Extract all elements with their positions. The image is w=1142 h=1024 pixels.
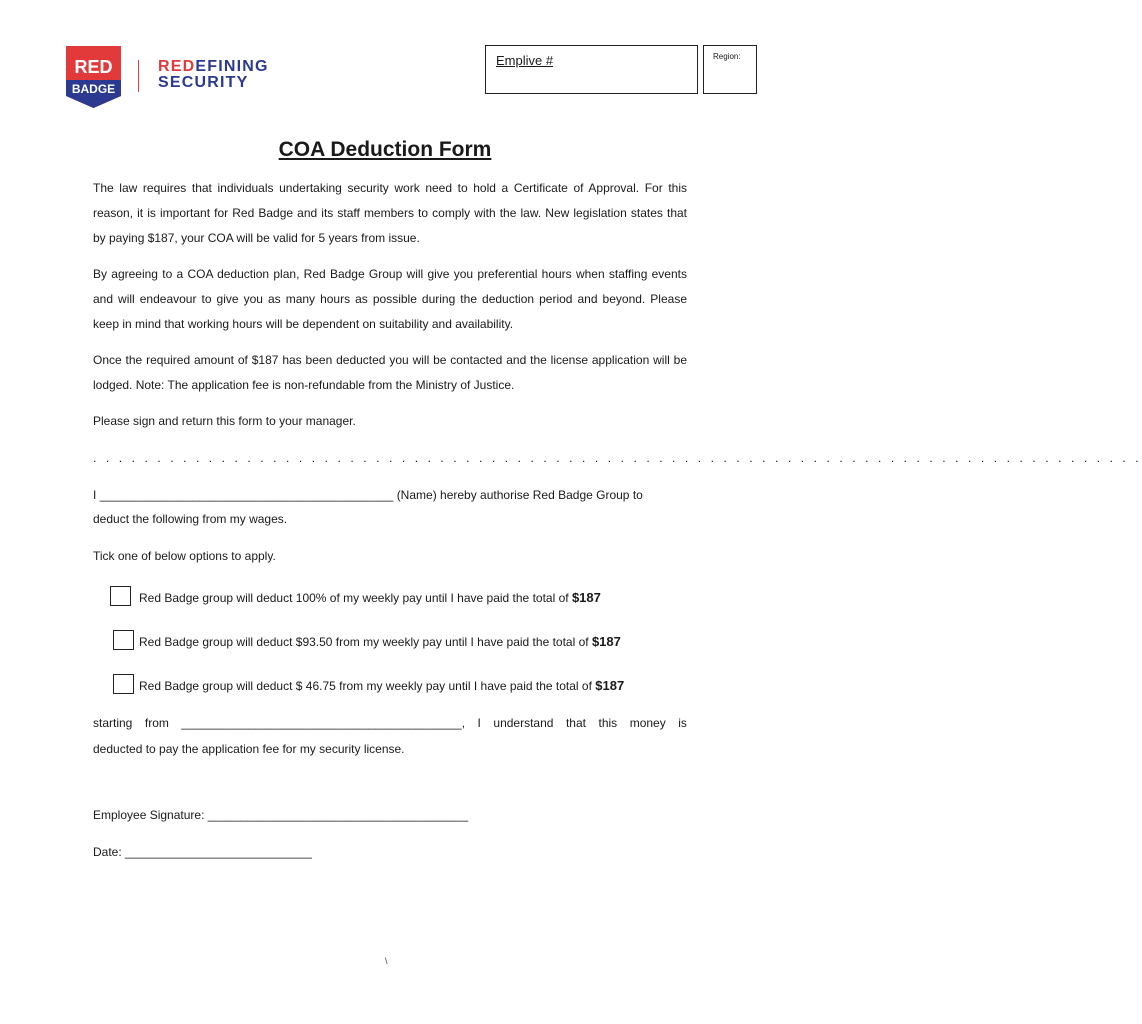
emplive-label: Emplive #	[496, 53, 554, 68]
starting-line	[93, 716, 687, 730]
option-93-50-checkbox[interactable]	[113, 630, 134, 650]
footer-mark: \	[385, 956, 388, 966]
tagline-security: SECURITY	[158, 74, 249, 91]
dotted-separator: . . . . . . . . . . . . . . . . . . . . . . . . . . . . . . . . . . . . . . . . . . . . . . . . . . . . . . . . . . . . . . . . . . . . . . . . . . . . . . . . . .	[93, 451, 1142, 465]
starting-word-6: this	[598, 716, 618, 730]
logo-divider	[138, 60, 139, 92]
emplive-field[interactable]	[485, 45, 698, 94]
date-blank[interactable]: ____________________________	[125, 845, 312, 859]
signature-blank[interactable]: _______________________________________	[207, 808, 469, 822]
tick-instruction: Tick one of below options to apply.	[93, 549, 276, 563]
starting-word-4: understand	[493, 716, 554, 730]
option-93-50-text: Red Badge group will deduct $93.50 from my weekly pay until I have paid the total of	[139, 635, 589, 649]
option-93-50-amount: $187	[591, 634, 621, 649]
logo-tagline	[158, 59, 269, 91]
option-46-75-label	[139, 678, 624, 693]
option-46-75-text: Red Badge group will deduct $ 46.75 from my weekly pay until I have paid the total of	[139, 679, 592, 693]
option-100-percent-amount: $187	[571, 590, 601, 605]
tagline-navy: EFINING	[195, 58, 269, 75]
region-field[interactable]	[703, 45, 757, 94]
option-46-75-checkbox[interactable]	[113, 674, 134, 694]
starting-word-2: from	[144, 716, 169, 730]
paragraph-deducted: Once the required amount of $187 has been deducted you will be contacted and the license application will be lodged. Note: The application fee is non-refundable from the Ministry of Justice.	[93, 353, 687, 392]
option-93-50-label	[139, 634, 621, 649]
start-date-blank[interactable]: __________________________________________,	[181, 716, 466, 730]
signature-label: Employee Signature:	[93, 808, 205, 822]
starting-word-1: starting	[93, 716, 133, 730]
paragraph-return: Please sign and return this form to your manager.	[93, 414, 356, 428]
authorise-suffix: (Name) hereby authorise Red Badge Group to	[396, 488, 643, 502]
signature-row	[93, 807, 468, 823]
region-label: Region:	[713, 52, 741, 61]
starting-line-2: deducted to pay the application fee for my security license.	[93, 742, 405, 756]
option-100-percent-label	[139, 590, 601, 605]
option-46-75-amount: $187	[595, 678, 625, 693]
authorise-prefix: I	[93, 488, 97, 502]
paragraph-agreement: By agreeing to a COA deduction plan, Red Badge Group will give you preferential hours when staffing events and will endeavour to give you as many hours as possible during the deduction period and beyond. Please keep in mind that working hours will be dependent on suitability and availability.	[93, 267, 687, 331]
starting-word-3: I	[477, 716, 481, 730]
starting-word-8: is	[678, 716, 687, 730]
date-label: Date:	[93, 845, 122, 859]
starting-word-5: that	[565, 716, 586, 730]
authorise-line-2: deduct the following from my wages.	[93, 512, 288, 526]
date-row	[93, 844, 312, 860]
option-100-percent-text: Red Badge group will deduct 100% of my weekly pay until I have paid the total of	[139, 591, 569, 605]
authorise-line	[93, 487, 643, 503]
red-badge-logo	[66, 46, 121, 108]
starting-word-7: money	[629, 716, 666, 730]
option-100-percent-checkbox[interactable]	[110, 586, 131, 606]
paragraph-law: The law requires that individuals undertaking security work need to hold a Certificate of Approval. For this reason, it is important for Red Badge and its staff members to comply with the law. New legislation states that by paying $187, your COA will be valid for 5 years from issue.	[93, 181, 687, 245]
logo-badge-text-badge: BADGE	[71, 82, 116, 96]
page-title: COA Deduction Form	[278, 138, 492, 161]
tagline-red: RED	[158, 58, 196, 75]
name-blank[interactable]: ____________________________________________	[99, 488, 394, 502]
logo-badge-text-red: RED	[74, 57, 113, 77]
